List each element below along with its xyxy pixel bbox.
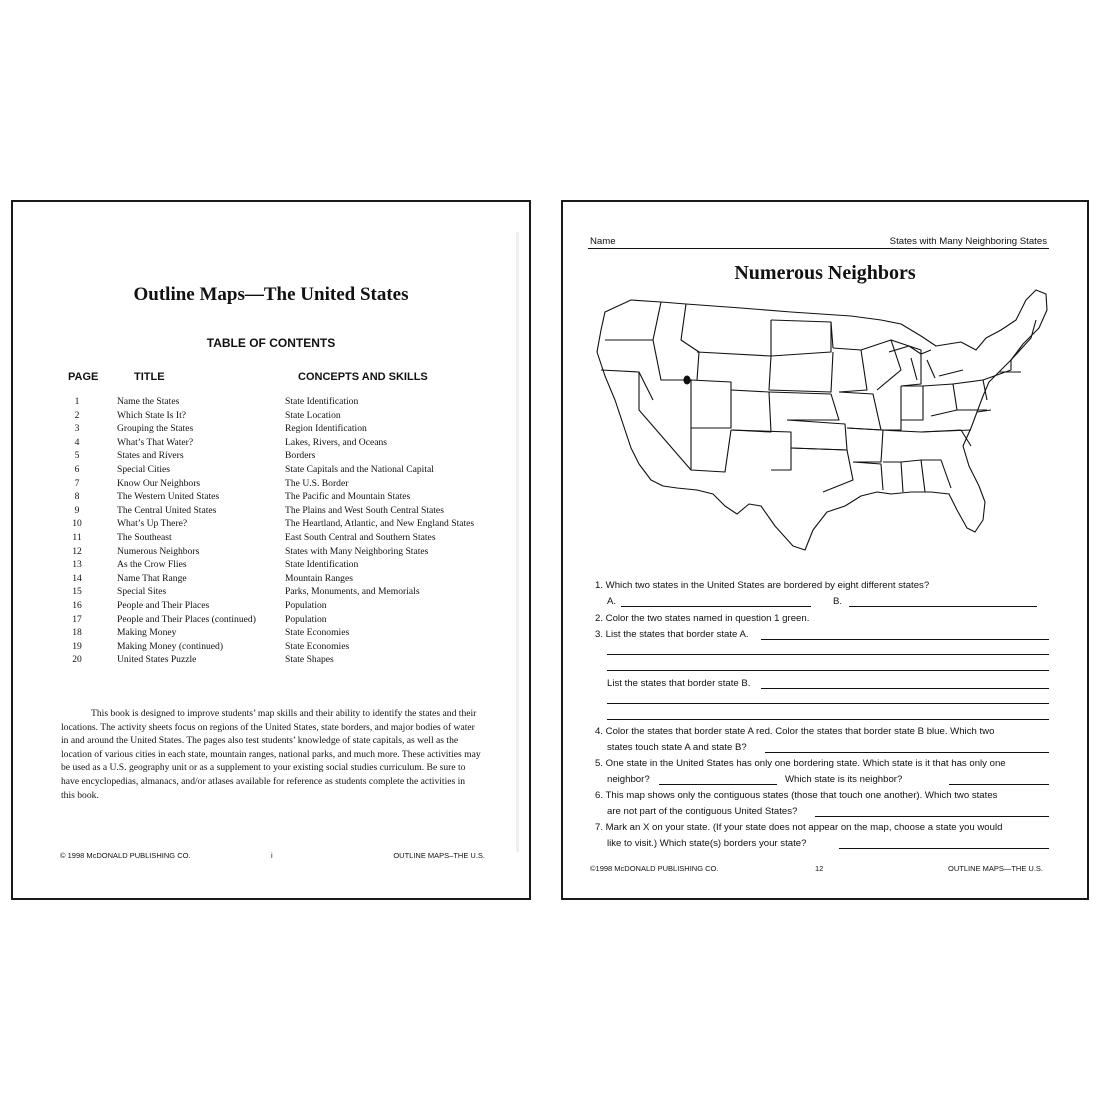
toc-concept: Mountain Ranges: [285, 572, 353, 584]
footer-copyright: ©1998 McDONALD PUBLISHING CO.: [590, 864, 719, 873]
toc-row: [13, 423, 529, 437]
toc-concept: The U.S. Border: [285, 477, 349, 489]
footer-copyright: © 1998 McDONALD PUBLISHING CO.: [60, 851, 191, 860]
toc-row: [13, 614, 529, 628]
answer-line-3a-2[interactable]: [607, 654, 1049, 655]
toc-page-number: 11: [72, 532, 82, 543]
toc-page-number: 12: [72, 545, 82, 557]
toc-page-number: 20: [72, 654, 82, 666]
toc-row: [13, 464, 529, 478]
toc-page-number: 8: [74, 491, 80, 503]
question-1: 1. Which two states in the United States are bordered by eight different states?: [595, 580, 930, 591]
toc-title: What’s Up There?: [117, 518, 188, 530]
toc-row: [13, 491, 529, 505]
question-4-line-1: 4. Color the states that border state A red. Color the states that border state B blue. Which two: [595, 726, 995, 737]
page-title: Outline Maps—The United States: [133, 284, 409, 305]
toc-row: [13, 532, 529, 546]
toc-title: Making Money (continued): [117, 640, 224, 652]
toc-concept: States with Many Neighboring States: [285, 545, 429, 557]
question-4-line-2: states touch state A and state B?: [607, 742, 747, 753]
toc-page-number: 3: [74, 423, 80, 435]
toc-concept: State Location: [285, 409, 341, 421]
toc-title: The Western United States: [117, 491, 220, 503]
answer-line-5b[interactable]: [949, 784, 1049, 785]
toc-row: [13, 573, 529, 587]
question-6-line-1: 6. This map shows only the contiguous states (those that touch one another). Which two states: [595, 790, 998, 801]
toc-title: Special Sites: [117, 586, 167, 598]
toc-page-number: 19: [72, 640, 82, 652]
toc-row: [13, 396, 529, 410]
answer-line-3a-1[interactable]: [761, 639, 1049, 640]
toc-concept: The Pacific and Mountain States: [285, 491, 411, 503]
toc-row: [13, 478, 529, 492]
toc-page-number: 16: [72, 600, 82, 611]
toc-concept: Population: [285, 600, 327, 611]
question-5-line-1: 5. One state in the United States has only one bordering state. Which state is it that has only one: [595, 758, 1006, 769]
footer-page-number: i: [271, 851, 273, 860]
toc-page-number: 6: [74, 464, 80, 475]
toc-title: The Southeast: [117, 532, 172, 543]
toc-concept: State Economies: [285, 640, 350, 652]
toc-title: Name the States: [117, 396, 180, 407]
toc-title: Special Cities: [117, 464, 171, 475]
toc-title: People and Their Places (continued): [117, 613, 256, 625]
toc-title: The Central United States: [117, 504, 217, 516]
toc-page-number: 14: [72, 572, 82, 584]
answer-line-3b-2[interactable]: [607, 703, 1049, 704]
left-page: [11, 200, 531, 900]
toc-page-number: 5: [74, 450, 80, 462]
question-5-which-neighbor-label: Which state is its neighbor?: [785, 774, 903, 785]
topic-label: States with Many Neighboring States: [889, 236, 1047, 247]
toc-title: What’s That Water?: [117, 436, 194, 448]
answer-line-3b-1[interactable]: [761, 688, 1049, 689]
column-header-page: PAGE: [68, 371, 99, 383]
question-1-a-label: A.: [607, 596, 617, 607]
footer-page-number: 12: [815, 864, 824, 873]
toc-concept: The Plains and West South Central States: [285, 504, 444, 516]
toc-page-number: 9: [74, 504, 80, 516]
question-3: 3. List the states that border state A.: [595, 629, 749, 640]
toc-concept: State Identification: [285, 559, 359, 571]
toc-row: [13, 437, 529, 451]
answer-line-4[interactable]: [765, 752, 1049, 753]
answer-line-5a[interactable]: [659, 784, 777, 785]
toc-title: Know Our Neighbors: [117, 477, 201, 489]
toc-page-number: 7: [74, 477, 80, 489]
toc-concept: Lakes, Rivers, and Oceans: [285, 436, 388, 448]
us-outline-map: [591, 280, 1051, 570]
toc-concept: The Heartland, Atlantic, and New England States: [285, 518, 475, 530]
column-header-concepts: CONCEPTS AND SKILLS: [298, 371, 428, 383]
answer-line-3b-3[interactable]: [607, 719, 1049, 720]
name-label: Name: [590, 236, 616, 247]
question-1-b-label: B.: [833, 596, 843, 607]
toc-row: [13, 559, 529, 573]
question-7-line-2: like to visit.) Which state(s) borders your state?: [607, 838, 807, 849]
toc-title: United States Puzzle: [117, 654, 197, 666]
toc-row: [13, 586, 529, 600]
toc-title: Which State Is It?: [117, 409, 186, 421]
toc-title: Name That Range: [117, 572, 187, 584]
column-header-title: TITLE: [134, 371, 165, 383]
toc-page-number: 13: [72, 559, 82, 571]
question-6-line-2: are not part of the contiguous United States?: [607, 806, 798, 817]
toc-row: [13, 410, 529, 424]
question-7-line-1: 7. Mark an X on your state. (If your state does not appear on the map, choose a state you would: [595, 822, 1003, 833]
toc-page-number: 17: [72, 613, 82, 625]
answer-line-1b[interactable]: [849, 606, 1037, 607]
answer-line-1a[interactable]: [621, 606, 811, 607]
toc-title: Grouping the States: [117, 423, 194, 435]
question-3-b: List the states that border state B.: [607, 678, 751, 689]
toc-concept: State Capitals and the National Capital: [285, 464, 434, 475]
toc-row: [13, 654, 529, 668]
answer-line-6[interactable]: [815, 816, 1049, 817]
toc-concept: Parks, Monuments, and Memorials: [285, 586, 420, 598]
question-5-neighbor-label: neighbor?: [607, 774, 650, 785]
toc-concept: Region Identification: [285, 423, 367, 435]
toc-page-number: 15: [72, 586, 82, 598]
toc-page-number: 1: [74, 396, 80, 407]
toc-title: As the Crow Flies: [117, 559, 187, 571]
worksheet-title: Numerous Neighbors: [734, 262, 916, 284]
toc-concept: State Identification: [285, 396, 359, 407]
toc-row: [13, 505, 529, 519]
toc-row: [13, 518, 529, 532]
toc-page-number: 10: [72, 518, 82, 530]
toc-concept: State Economies: [285, 627, 350, 639]
toc-title: Making Money: [117, 627, 177, 639]
answer-line-3a-3[interactable]: [607, 670, 1049, 671]
toc-row: [13, 600, 529, 614]
toc-concept: East South Central and Southern States: [285, 532, 436, 543]
toc-concept: Population: [285, 613, 327, 625]
toc-row: [13, 641, 529, 655]
toc-title: Numerous Neighbors: [117, 545, 200, 557]
question-2: 2. Color the two states named in question 1 green.: [595, 613, 810, 624]
toc-page-number: 4: [74, 436, 80, 448]
toc-concept: Borders: [285, 450, 316, 462]
toc-page-number: 2: [74, 409, 80, 421]
toc-heading: TABLE OF CONTENTS: [206, 336, 336, 350]
intro-paragraph: This book is designed to improve students’ map skills and their ability to identify the states and their locations. The activity sheets focus on regions of the United States, state borders, and major bodies of water in and around the United States. The pages also test students’ knowledge of state capitals, as well as the location of various cities in each state, mountain ranges, national parks, and much more. These activities may be used as a U.S. geography unit or as a supplement to your existing social studies curriculum. Be sure to have encyclopedias, almanacs, and/or atlases available for reference as students complete the activities in this book.: [61, 708, 481, 801]
toc-concept: State Shapes: [285, 654, 334, 666]
header-rule: [588, 248, 1049, 249]
toc-title: States and Rivers: [117, 450, 184, 462]
toc-title: People and Their Places: [117, 600, 210, 611]
footer-series: OUTLINE MAPS—THE U.S.: [947, 864, 1043, 873]
toc-row: [13, 627, 529, 641]
answer-line-7[interactable]: [839, 848, 1049, 849]
right-page: [561, 200, 1089, 900]
toc-page-number: 18: [72, 627, 82, 639]
toc-row: [13, 450, 529, 464]
toc-row: [13, 546, 529, 560]
footer-series: OUTLINE MAPS–THE U.S.: [393, 851, 485, 860]
